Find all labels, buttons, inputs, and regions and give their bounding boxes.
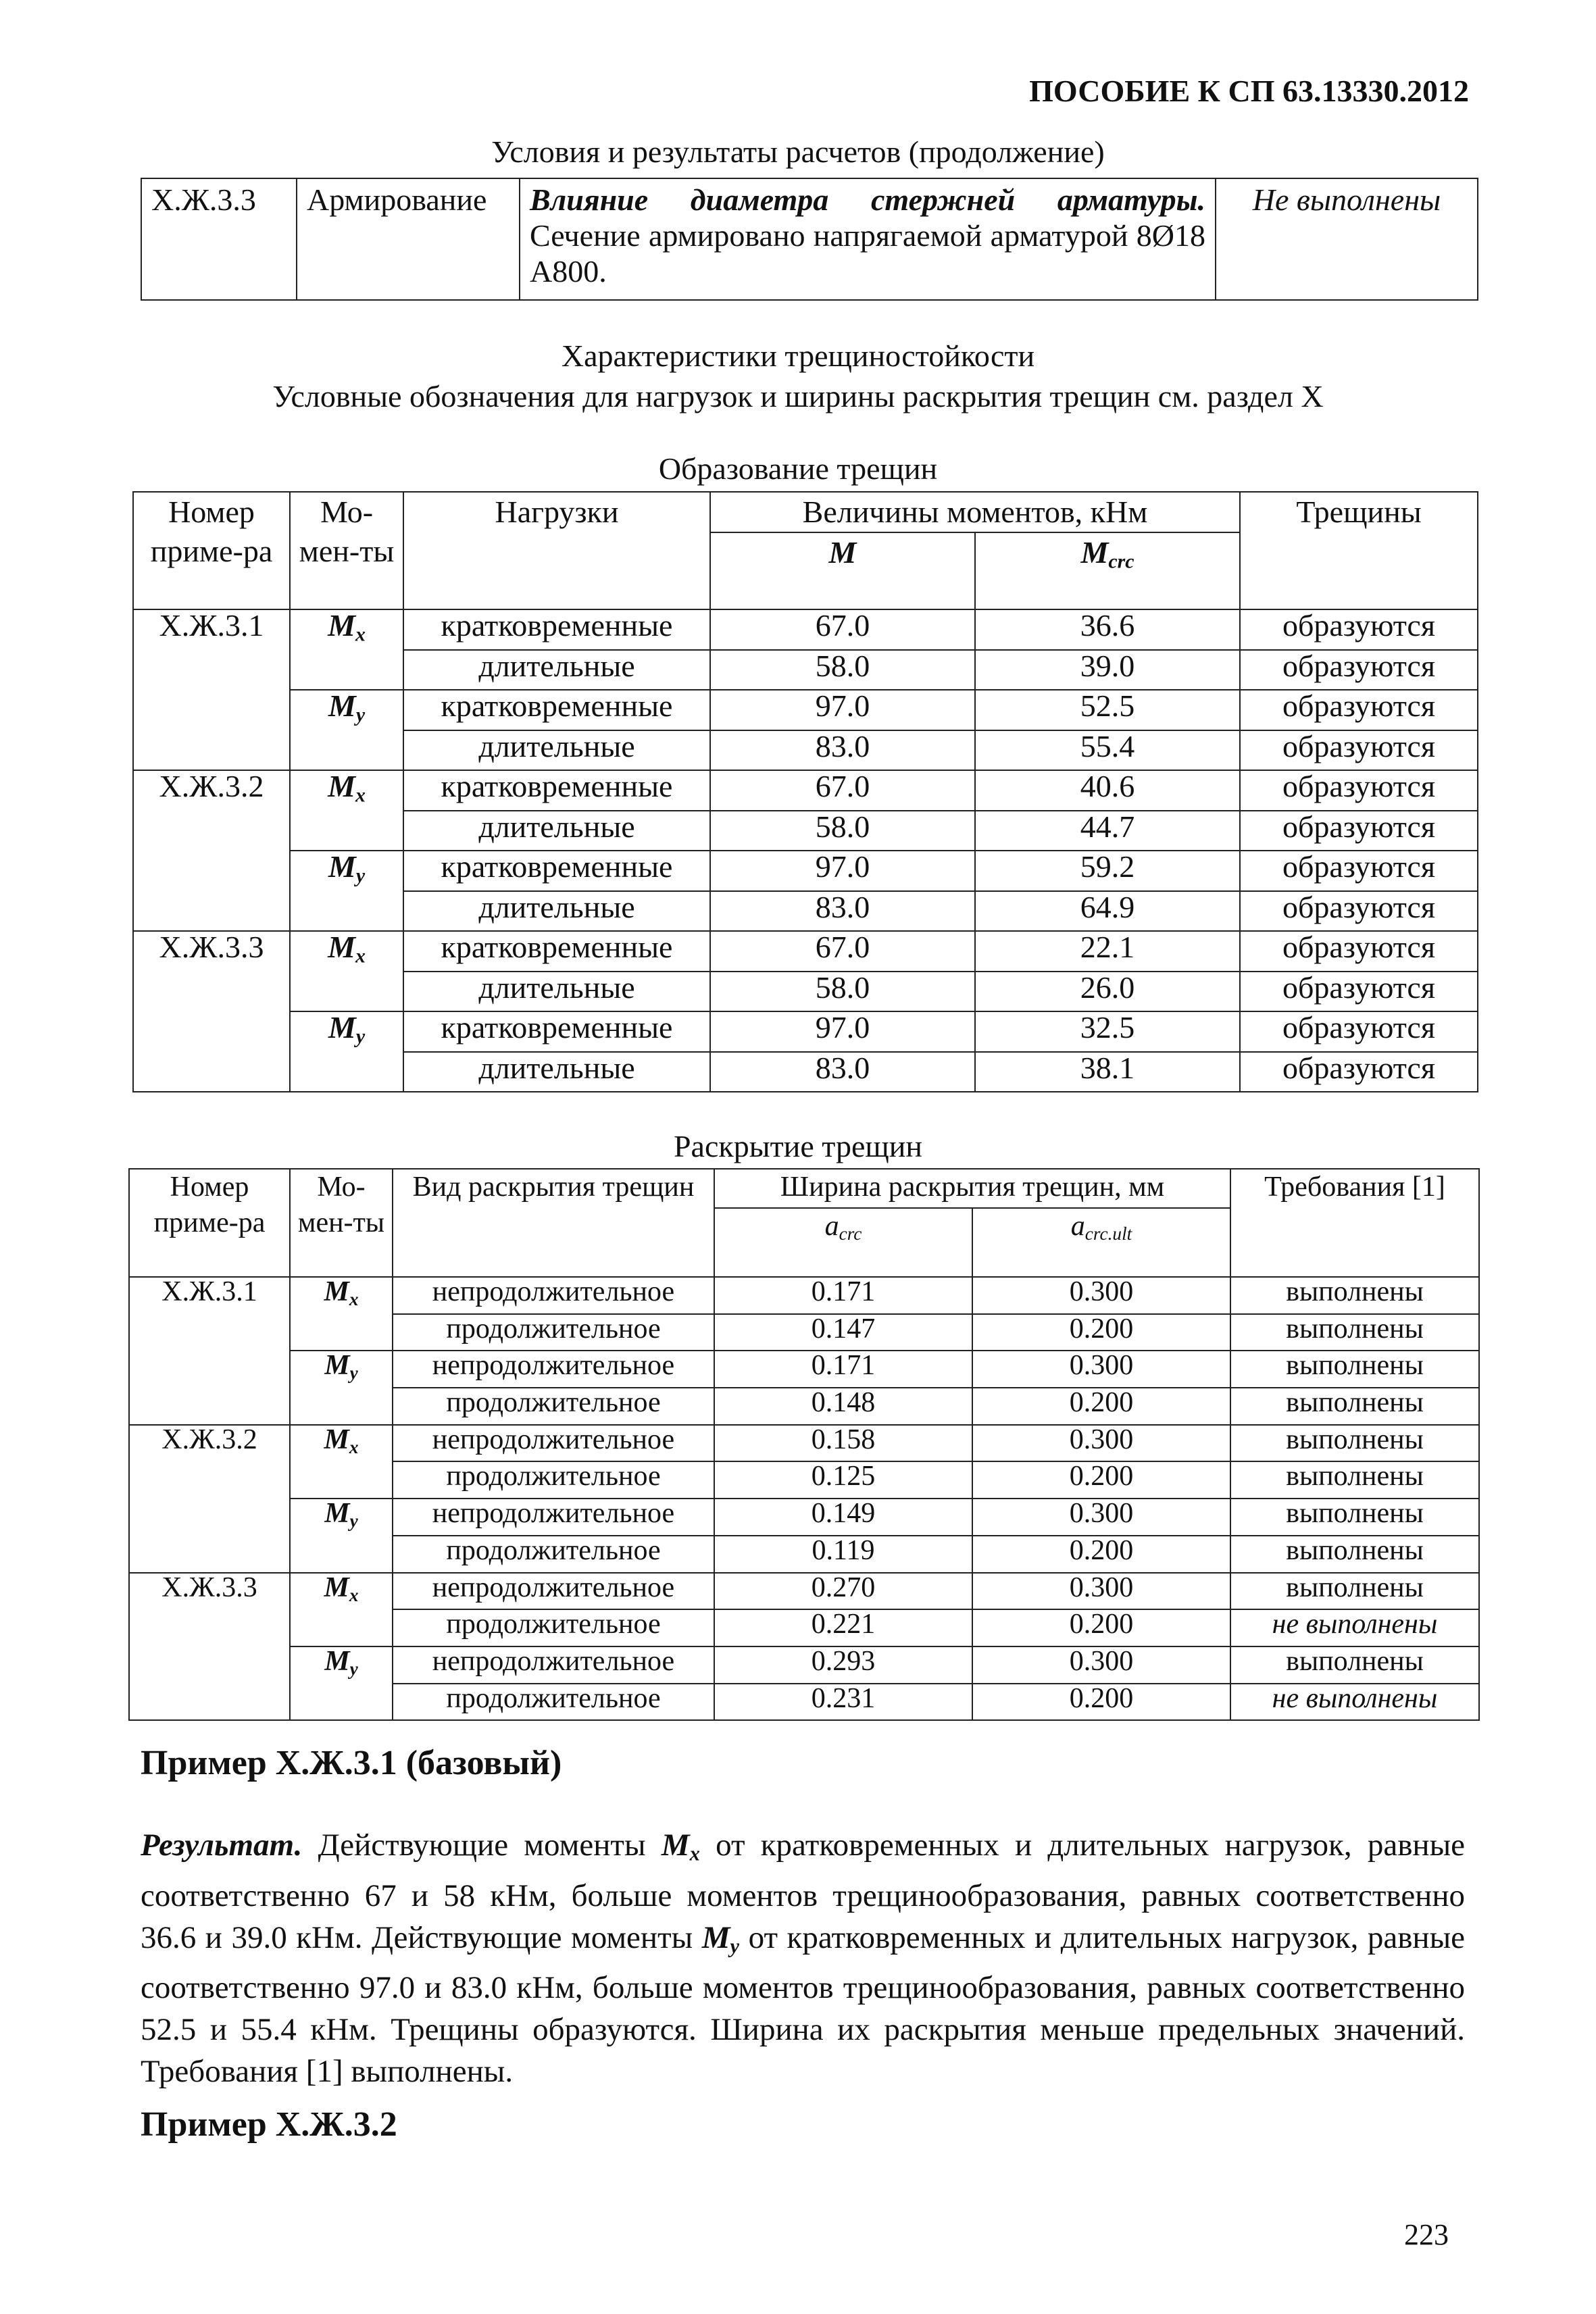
moment-symbol: $M_y$ [328,1010,366,1048]
moment-cell [290,1011,403,1092]
crack-width-limit: 0.200 [972,1314,1230,1351]
moment-symbol: $M_y$ [328,688,366,726]
table-row [133,1011,1478,1052]
moment-cell [290,690,403,770]
crack-width: 0.171 [714,1351,972,1388]
crack-moment-value: 59.2 [975,851,1240,891]
load-type: кратковременные [403,690,710,730]
crack-moment-value: 36.6 [975,609,1240,650]
crack-moment-value: 44.7 [975,811,1240,851]
moment-cell [290,1277,393,1351]
requirement-status: выполнены [1230,1351,1479,1388]
table-header-row [129,1169,1479,1208]
crack-result: образуются [1240,730,1478,771]
crack-result: образуются [1240,931,1478,972]
table-row [133,609,1478,650]
crack-width-limit: 0.200 [972,1536,1230,1573]
opening-type: продолжительное [393,1684,714,1721]
header-moment-values: Величины моментов, кНм [710,492,1240,532]
example-number: Х.Ж.3.3 [133,931,290,1092]
para-text: от кратковременных и длительных нагрузок, равные соответственно 67 и 58 кНм, больше моментов трещинообразования, равных соответственно 36.6 и 39.0 кНм. Действующие моменты [141,1828,1466,1955]
table-row [133,851,1478,891]
crack-width: 0.293 [714,1646,972,1684]
description-rest: Сечение армировано напрягаемой арматурой 8Ø18 А800. [530,218,1205,288]
conditions-caption: Условия и результаты расчетов (продолжение) [491,134,1105,169]
moment-cell [290,931,403,1011]
moment-symbol: $M_y$ [324,1498,358,1531]
load-type: длительные [403,650,710,690]
load-type: длительные [403,972,710,1012]
crack-width: 0.158 [714,1425,972,1462]
crack-moment-value: 40.6 [975,770,1240,811]
condition-result: Не выполнены [1216,178,1478,300]
crack-width-limit: 0.200 [972,1388,1230,1425]
moment-value: 83.0 [710,1052,975,1092]
example2-heading: Пример Х.Ж.3.2 [141,2105,397,2144]
crack-moment-value: 55.4 [975,730,1240,771]
crack-resistance-note: Условные обозначения для нагрузок и ширины раскрытия трещин см. раздел Х [272,379,1324,413]
moment-cell [290,770,403,851]
table-row [129,1646,1479,1684]
crack-width-limit: 0.200 [972,1461,1230,1499]
moment-symbol: $M_x$ [328,769,366,807]
requirement-status: выполнены [1230,1461,1479,1499]
crack-result: образуются [1240,770,1478,811]
condition-description [520,178,1216,300]
requirement-status: выполнены [1230,1425,1479,1462]
moment-value: 58.0 [710,650,975,690]
crack-result: образуются [1240,650,1478,690]
opening-type: непродолжительное [393,1277,714,1314]
example-number: Х.Ж.3.1 [133,609,290,770]
opening-type: непродолжительное [393,1351,714,1388]
crack-result: образуются [1240,1052,1478,1092]
load-type: кратковременные [403,931,710,972]
opening-type: продолжительное [393,1461,714,1499]
opening-type: непродолжительное [393,1499,714,1536]
crack-resistance-title: Характеристики трещиностойкости [561,338,1035,373]
moment-symbol: $M_x$ [328,930,366,967]
crack-width: 0.149 [714,1499,972,1536]
load-type: кратковременные [403,1011,710,1052]
example-number: Х.Ж.3.3 [129,1573,290,1721]
opening-table [128,1168,1480,1721]
load-type: длительные [403,730,710,771]
moment-cell [290,1573,393,1646]
crack-moment-value: 32.5 [975,1011,1240,1052]
crack-width-limit: 0.200 [972,1684,1230,1721]
load-type: кратковременные [403,770,710,811]
table-row [129,1573,1479,1610]
load-type: длительные [403,891,710,932]
result-lead: Результат. [141,1828,303,1863]
moment-symbol: $M_y$ [324,1350,358,1384]
load-type: длительные [403,811,710,851]
page-number: 223 [1404,2218,1449,2251]
example-number: Х.Ж.3.2 [133,770,290,931]
header-example-number: Номер приме-ра [129,1169,290,1277]
moment-value: 83.0 [710,730,975,771]
requirement-status: выполнены [1230,1388,1479,1425]
header-opening-width: Ширина раскрытия трещин, мм [714,1169,1230,1208]
requirement-status: выполнены [1230,1314,1479,1351]
crack-width: 0.119 [714,1536,972,1573]
crack-result: образуются [1240,891,1478,932]
crack-moment-value: 39.0 [975,650,1240,690]
table-header-row [133,492,1478,532]
moment-value: 67.0 [710,609,975,650]
moment-symbol: $M_x$ [328,608,366,646]
crack-width-limit: 0.300 [972,1573,1230,1610]
opening-type: непродолжительное [393,1425,714,1462]
crack-width-limit: 0.300 [972,1351,1230,1388]
requirement-status: выполнены [1230,1499,1479,1536]
opening-type: непродолжительное [393,1573,714,1610]
crack-result: образуются [1240,1011,1478,1052]
example-number: Х.Ж.3.3 [141,178,297,300]
moment-symbol: $M_y$ [324,1645,358,1679]
conditions-table [141,178,1478,301]
moment-symbol: $M_x$ [661,1828,700,1865]
crack-moment-value: 22.1 [975,931,1240,972]
load-type: кратковременные [403,609,710,650]
requirement-status: выполнены [1230,1536,1479,1573]
header-opening-type: Вид раскрытия трещин [393,1169,714,1277]
moment-symbol: $M_x$ [324,1276,359,1309]
table-row [141,178,1478,300]
moment-cell [290,1499,393,1572]
formation-table [132,491,1478,1092]
moment-cell [290,609,403,690]
table-row [133,770,1478,811]
description-bold: Влияние диаметра стержней арматуры. [530,182,1205,217]
moment-cell [290,1425,393,1499]
formation-caption: Образование трещин [658,451,938,486]
example-number: Х.Ж.3.2 [129,1425,290,1573]
crack-moment-value: 38.1 [975,1052,1240,1092]
opening-caption: Раскрытие трещин [673,1129,923,1163]
crack-width: 0.148 [714,1388,972,1425]
crack-width-limit: 0.200 [972,1609,1230,1646]
moment-symbol: $M_x$ [324,1424,359,1457]
example1-heading: Пример Х.Ж.3.1 (базовый) [141,1744,562,1782]
example1-paragraph [141,1824,1465,2092]
example-number: Х.Ж.3.1 [129,1277,290,1425]
condition-name: Армирование [297,178,520,300]
header-acrc: $a_{crc}$ [714,1208,972,1277]
header-cracks: Трещины [1240,492,1478,609]
moment-value: 97.0 [710,690,975,730]
header-moments: Мо-мен-ты [290,1169,393,1277]
moment-value: 67.0 [710,770,975,811]
crack-moment-value: 64.9 [975,891,1240,932]
crack-width-limit: 0.300 [972,1425,1230,1462]
crack-result: образуются [1240,972,1478,1012]
crack-result: образуются [1240,690,1478,730]
crack-width: 0.125 [714,1461,972,1499]
requirement-status: выполнены [1230,1573,1479,1610]
moment-cell [290,1646,393,1720]
crack-width-limit: 0.300 [972,1646,1230,1684]
moment-cell [290,1351,393,1424]
header-moments: Мо-мен-ты [290,492,403,609]
crack-width-limit: 0.300 [972,1277,1230,1314]
header-requirements: Требования [1] [1230,1169,1479,1277]
table-row [133,690,1478,730]
moment-value: 58.0 [710,811,975,851]
moment-value: 67.0 [710,931,975,972]
load-type: длительные [403,1052,710,1092]
crack-width: 0.171 [714,1277,972,1314]
crack-result: образуются [1240,609,1478,650]
opening-type: продолжительное [393,1314,714,1351]
moment-symbol: $M_x$ [324,1571,359,1605]
moment-cell [290,851,403,931]
requirement-status: выполнены [1230,1646,1479,1684]
moment-value: 97.0 [710,851,975,891]
header-M: M [710,532,975,609]
table-row [129,1425,1479,1462]
moment-symbol: $M_y$ [328,849,366,887]
load-type: кратковременные [403,851,710,891]
requirement-status: выполнены [1230,1277,1479,1314]
crack-moment-value: 52.5 [975,690,1240,730]
header-Mcrc: $M_{crc}$ [975,532,1240,609]
crack-result: образуются [1240,851,1478,891]
table-row [129,1499,1479,1536]
crack-width: 0.221 [714,1609,972,1646]
table-row [133,931,1478,972]
crack-moment-value: 26.0 [975,972,1240,1012]
requirement-status: не выполнены [1230,1684,1479,1721]
header-example-number: Номер приме-ра [133,492,290,609]
opening-type: непродолжительное [393,1646,714,1684]
para-text: от кратковременных и длительных нагрузок, равные соответственно 97.0 и 83.0 кНм, больше моментов трещинообразования, равных соответственно 52.5 и 55.4 кНм. Трещины образуются. Ширина их раскрытия меньше предельных значений. Требования [1] выполнены. [141,1919,1466,2090]
moment-value: 83.0 [710,891,975,932]
running-header: ПОСОБИЕ К СП 63.13330.2012 [1029,74,1469,108]
moment-value: 97.0 [710,1011,975,1052]
crack-width-limit: 0.300 [972,1499,1230,1536]
crack-width: 0.270 [714,1573,972,1610]
opening-type: продолжительное [393,1609,714,1646]
crack-width: 0.147 [714,1314,972,1351]
crack-width: 0.231 [714,1684,972,1721]
crack-result: образуются [1240,811,1478,851]
table-row [129,1277,1479,1314]
requirement-status: не выполнены [1230,1609,1479,1646]
table-row [129,1351,1479,1388]
para-text: Действующие моменты [302,1828,662,1863]
moment-symbol: $M_y$ [701,1919,740,1958]
header-loads: Нагрузки [403,492,710,609]
moment-value: 58.0 [710,972,975,1012]
header-acrc-ult: $a_{crc.ult}$ [972,1208,1230,1277]
opening-type: продолжительное [393,1388,714,1425]
opening-type: продолжительное [393,1536,714,1573]
